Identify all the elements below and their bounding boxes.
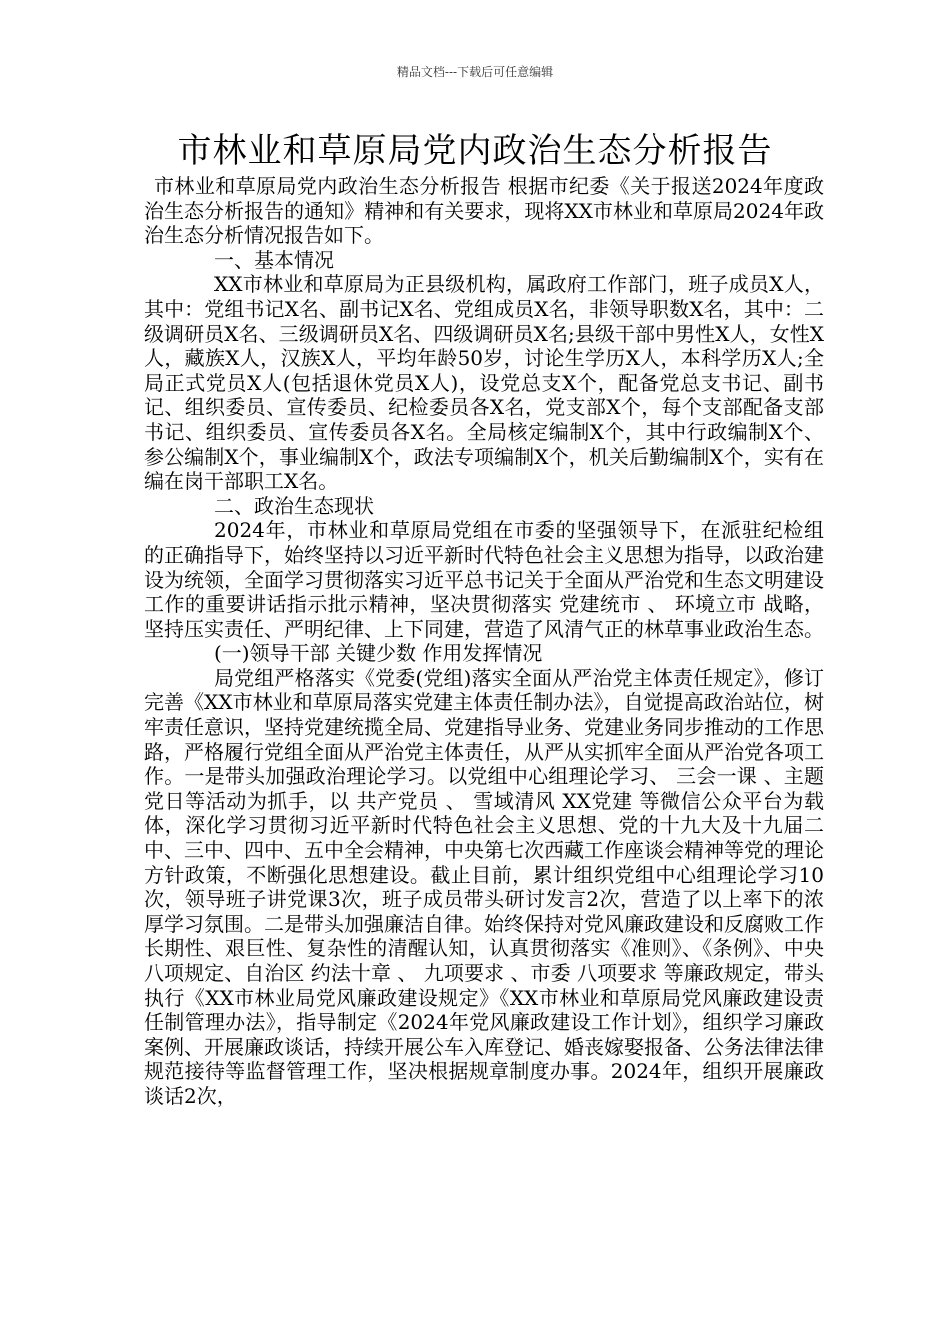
intro-paragraph: 市林业和草原局党内政治生态分析报告 根据市纪委《关于报送2024年度政治生态分析报告的通知》精神和有关要求，现将XX市林业和草原局2024年政治生态分析情况报告如下。 <box>144 174 824 248</box>
section-heading-basic: 一、基本情况 <box>214 247 334 272</box>
section-heading-status: 二、政治生态现状 <box>214 493 374 518</box>
status-paragraph: 2024年，市林业和草原局党组在市委的坚强领导下，在派驻纪检组的正确指导下，始终坚持以习近平新时代特色社会主义思想为指导，以政治建设为统领，全面学习贯彻落实习近平总书记关于全面从严治党和生态文明建设工作的重要讲话指示批示精神，坚决贯彻落实 党建统市 、 环境立市 战略，坚持压实责任、严明纪律、上下同建，营造了风清气正的林草事业政治生态。 <box>144 518 824 641</box>
subsection-heading-leaders: (一)领导干部 关键少数 作用发挥情况 <box>214 641 543 666</box>
document-title: 市林业和草原局党内政治生态分析报告 <box>177 131 773 171</box>
document-body <box>144 174 824 1109</box>
basic-info-paragraph: XX市林业和草原局为正县级机构，属政府工作部门，班子成员X人，其中：党组书记X名、副书记X名、党组成员X名，非领导职数X名，其中：二级调研员X名、三级调研员X名、四级调研员X名;县级干部中男性X人，女性X人，藏族X人，汉族X人，平均年龄50岁，讨论生学历X人，本科学历X人;全局正式党员X人(包括退休党员X人)，设党总支X个，配备党总支书记、副书记、组织委员、宣传委员、纪检委员各X名，党支部X个，每个支部配备支部书记、组织委员、宣传委员各X名。全局核定编制X个，其中行政编制X个、参公编制X个，事业编制X个，政法专项编制X个，机关后勤编制X个，实有在编在岗干部职工X名。 <box>144 272 824 494</box>
leaders-paragraph: 局党组严格落实《党委(党组)落实全面从严治党主体责任规定》，修订完善《XX市林业和草原局落实党建主体责任制办法》，自觉提高政治站位，树牢责任意识，坚持党建统揽全局、党建指导业务、党建业务同步推动的工作思路，严格履行党组全面从严治党主体责任，从严从实抓牢全面从严治党各项工作。一是带头加强政治理论学习。以党组中心组理论学习、 三会一课 、主题党日等活动为抓手，以 共产党员 、 雪域清风 XX党建 等微信公众平台为载体，深化学习贯彻习近平新时代特色社会主义思想、党的十九大及十九届二中、三中、四中、五中全会精神，中央第七次西藏工作座谈会精神等党的理论方针政策，不断强化思想建设。截止目前，累计组织党组中心组理论学习10次，领导班子讲党课3次，班子成员带头研讨发言2次，营造了以上率下的浓厚学习氛围。二是带头加强廉洁自律。始终保持对党风廉政建设和反腐败工作长期性、艰巨性、复杂性的清醒认知，认真贯彻落实《准则》、《条例》、中央八项规定、自治区 约法十章 、 九项要求 、市委 八项要求 等廉政规定，带头执行《XX市林业局党风廉政建设规定》《XX市林业和草原局党风廉政建设责任制管理办法》，指导制定《2024年党风廉政建设工作计划》，组织学习廉政案例、开展廉政谈话，持续开展公车入库登记、婚丧嫁娶报备、公务法律法律规范接待等监督管理工作，坚决根据规章制度办事。2024年，组织开展廉政谈话2次， <box>144 665 824 1108</box>
header-note: 精品文档---下载后可任意编辑 <box>396 65 554 79</box>
